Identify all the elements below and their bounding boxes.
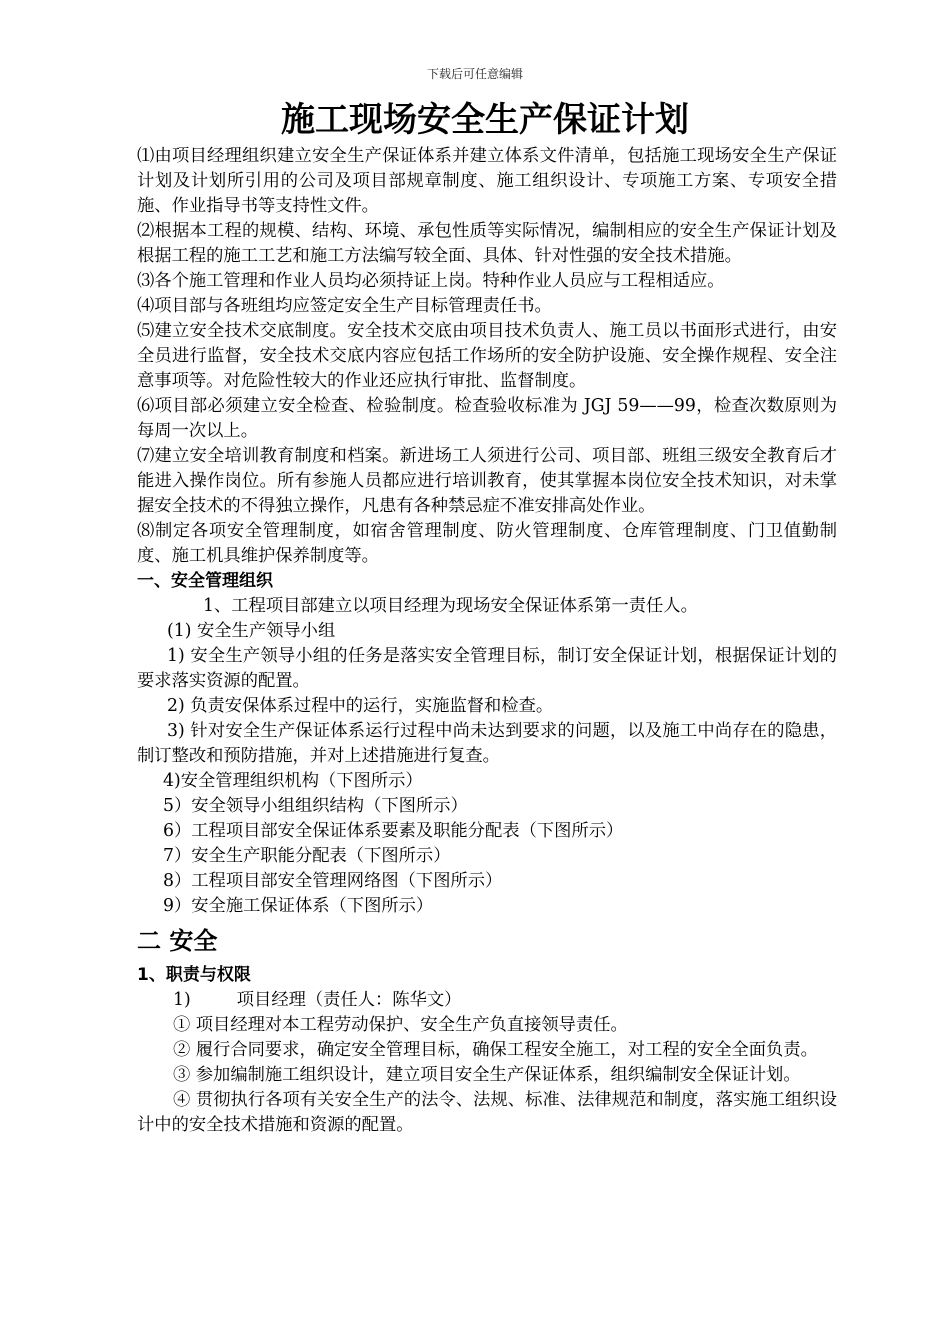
intro-paragraph-5: ⑸建立安全技术交底制度。安全技术交底由项目技术负责人、施工员以书面形式进行，由安全员进行监督，安全技术交底内容应包括工作场所的安全防护设施、安全操作规程、安全注意事项等。对危险性较大的作业还应执行审批、监督制度。 — [137, 321, 837, 391]
header-watermark: 下载后可任意编辑 — [426, 67, 523, 81]
section-1-list-item-7: 7）安全生产职能分配表（下图所示） — [163, 846, 451, 866]
section-1-list-item-8: 8）工程项目部安全管理网络图（下图所示） — [163, 871, 503, 891]
duty-4: ④ 贯彻执行各项有关安全生产的法令、法规、标准、法律规范和制度，落实施工组织设计中的安全技术措施和资源的配置。 — [137, 1090, 837, 1135]
role-number: 1) — [173, 990, 191, 1010]
section-1-list-item-9: 9）安全施工保证体系（下图所示） — [163, 896, 434, 916]
section-1-list-item-5: 5）安全领导小组组织结构（下图所示） — [163, 796, 468, 816]
intro-paragraph-8: ⑻制定各项安全管理制度，如宿舍管理制度、防火管理制度、仓库管理制度、门卫值勤制度、施工机具维护保养制度等。 — [137, 521, 837, 566]
section-1-heading: 一、安全管理组织 — [137, 571, 273, 591]
section-1-item-3: 3) 针对安全生产保证体系运行过程中尚未达到要求的问题，以及施工中尚存在的隐患，制订整改和预防措施，并对上述措施进行复查。 — [137, 721, 837, 766]
section-1-subheading: (1) 安全生产领导小组 — [167, 621, 336, 641]
document-title: 施工现场安全生产保证计划 — [281, 100, 689, 140]
section-1-item-1: 1) 安全生产领导小组的任务是落实安全管理目标，制订安全保证计划，根据保证计划的要求落实资源的配置。 — [137, 646, 837, 691]
duty-3: ③ 参加编制施工组织设计，建立项目安全生产保证体系，组织编制安全保证计划。 — [173, 1065, 801, 1085]
section-2-subheading: 1、职责与权限 — [137, 965, 251, 985]
role-line — [137, 988, 837, 1013]
intro-paragraph-4: ⑷项目部与各班组均应签定安全生产目标管理责任书。 — [137, 296, 552, 316]
role-text: 项目经理（责任人：陈华文） — [236, 990, 462, 1010]
intro-paragraph-7: ⑺建立安全培训教育制度和档案。新进场工人须进行公司、项目部、班组三级安全教育后才能进入操作岗位。所有参施人员都应进行培训教育，使其掌握本岗位安全技术知识，对未掌握安全技术的不得独立操作，凡患有各种禁忌症不准安排高处作业。 — [137, 446, 837, 516]
document-body — [137, 144, 837, 1138]
intro-paragraph-3: ⑶各个施工管理和作业人员均必须持证上岗。特种作业人员应与工程相适应。 — [137, 271, 725, 291]
section-1-line-1: 1、工程项目部建立以项目经理为现场安全保证体系第一责任人。 — [203, 596, 698, 616]
intro-paragraph-2: ⑵根据本工程的规模、结构、环境、承包性质等实际情况，编制相应的安全生产保证计划及根据工程的施工工艺和施工方法编写较全面、具体、针对性强的安全技术措施。 — [137, 221, 837, 266]
section-1-list-item-6: 6）工程项目部安全保证体系要素及职能分配表（下图所示） — [163, 821, 624, 841]
section-1-list-item-4: 4)安全管理组织机构（下图所示） — [163, 771, 423, 791]
intro-paragraph-1: ⑴由项目经理组织建立安全生产保证体系并建立体系文件清单，包括施工现场安全生产保证计划及计划所引用的公司及项目部规章制度、施工组织设计、专项施工方案、专项安全措施、作业指导书等支持性文件。 — [137, 146, 837, 216]
section-2-heading: 二 安全 — [137, 927, 218, 955]
duty-1: ① 项目经理对本工程劳动保护、安全生产负直接领导责任。 — [173, 1015, 628, 1035]
duty-2: ② 履行合同要求，确定安全管理目标，确保工程安全施工，对工程的安全全面负责。 — [173, 1040, 818, 1060]
section-1-item-2: 2) 负责安保体系过程中的运行，实施监督和检查。 — [167, 696, 554, 716]
intro-paragraph-6: ⑹项目部必须建立安全检查、检验制度。检查验收标准为 JGJ 59——99，检查次数原则为每周一次以上。 — [137, 396, 837, 441]
